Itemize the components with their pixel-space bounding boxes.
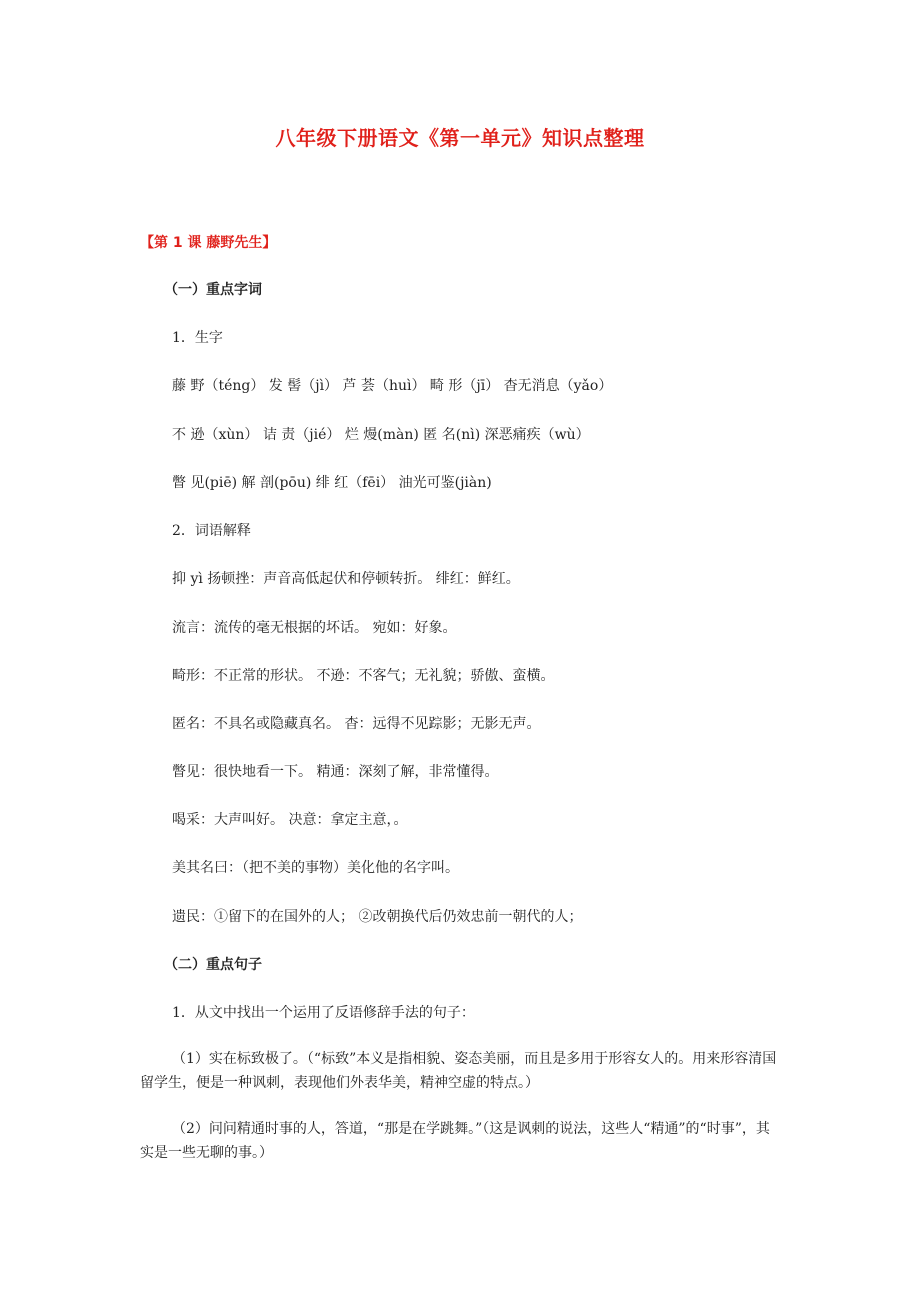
definition-line: 遗民：①留下的在国外的人； ②改朝换代后仍效忠前一朝代的人； xyxy=(172,909,583,925)
definition-line: 喝采：大声叫好。 决意：拿定主意，。 xyxy=(172,812,408,828)
section-heading-key-sentences: （二）重点句子 xyxy=(164,957,262,973)
page-title: 八年级下册语文《第一单元》知识点整理 xyxy=(275,126,645,150)
definition-line: 瞥见：很快地看一下。 精通：深刻了解，非常懂得。 xyxy=(172,764,499,780)
answer-paragraph: （2）问问精通时事的人，答道，“那是在学跳舞。”（这是讽刺的说法，这些人“精通”的“时事”，其实是一些无聊的事。） xyxy=(140,1121,770,1161)
definition-line: 抑 yì 扬顿挫：声音高低起伏和停顿转折。 绯红：鲜红。 xyxy=(172,571,520,587)
definition-line: 美其名曰：（把不美的事物）美化他的名字叫。 xyxy=(172,860,459,876)
pinyin-line: 藤 野（téng） 发 髻（jì） 芦 荟（huì） 畸 形（jī） 杳无消息（yǎo） xyxy=(172,378,613,394)
definition-line: 流言：流传的毫无根据的坏话。 宛如：好象。 xyxy=(172,620,457,636)
section-heading-key-words: （一）重点字词 xyxy=(164,282,262,298)
answer-paragraph: （1）实在标致极了。（“标致”本义是指相貌、姿态美丽，而且是多用于形容女人的。用来形容清国留学生，便是一种讽刺，表现他们外表华美，精神空虚的特点。） xyxy=(140,1051,777,1091)
subheading-word-definitions: 2．词语解释 xyxy=(172,523,251,539)
pinyin-line: 瞥 见(piē) 解 剖(pōu) 绯 红（fēi） 油光可鉴(jiàn) xyxy=(172,475,492,491)
question-line: 1．从文中找出一个运用了反语修辞手法的句子： xyxy=(172,1005,475,1021)
definition-line: 匿名：不具名或隐藏真名。 杳：远得不见踪影；无影无声。 xyxy=(172,716,541,732)
pinyin-line: 不 逊（xùn） 诘 责（jié） 烂 熳(màn) 匿 名(nì) 深恶痛疾（wù） xyxy=(172,427,590,443)
subheading-new-characters: 1．生字 xyxy=(172,330,223,346)
lesson-heading: 【第 1 课 藤野先生】 xyxy=(140,235,277,251)
definition-line: 畸形：不正常的形状。 不逊：不客气；无礼貌；骄傲、蛮横。 xyxy=(172,668,555,684)
